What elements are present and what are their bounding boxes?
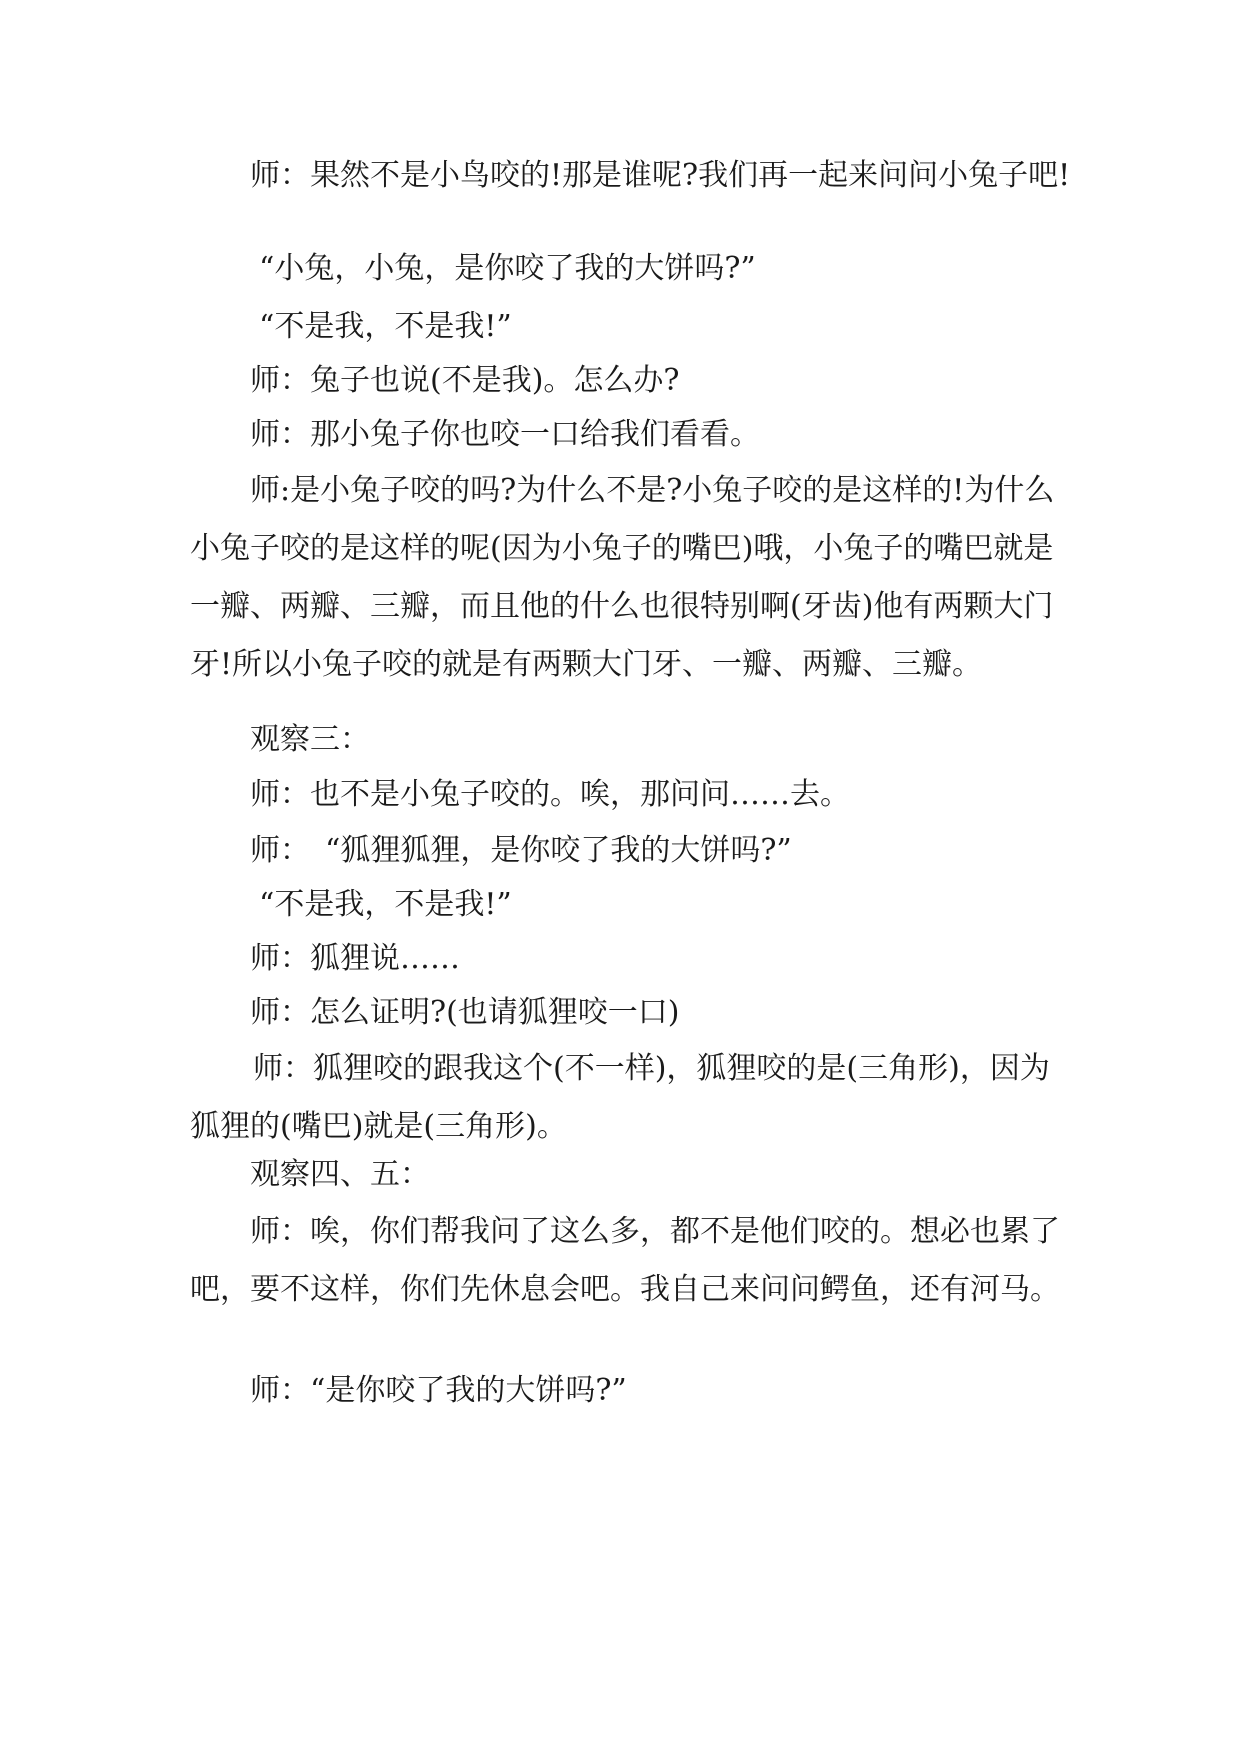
paragraph-16: 师：“是你咬了我的大饼吗?”	[250, 1373, 627, 1408]
paragraph-9: 师： “狐狸狐狸，是你咬了我的大饼吗?”	[250, 833, 792, 868]
paragraph-11: 师：狐狸说……	[250, 941, 460, 976]
paragraph-2: “小兔，小兔，是你咬了我的大饼吗?”	[259, 251, 756, 286]
paragraph-3: “不是我，不是我!”	[259, 309, 512, 344]
paragraph-5: 师：那小兔子你也咬一口给我们看看。	[250, 417, 760, 452]
paragraph-4: 师：兔子也说(不是我)。怎么办?	[250, 363, 680, 398]
paragraph-14: 观察四、五：	[250, 1157, 430, 1192]
paragraph-12: 师：怎么证明?(也请狐狸咬一口)	[250, 995, 680, 1030]
paragraph-6: 师:是小兔子咬的吗?为什么不是?小兔子咬的是这样的!为什么小兔子咬的是这样的呢(因为小兔子的嘴巴)哦，小兔子的嘴巴就是一瓣、两瓣、三瓣，而且他的什么也很特别啊(牙齿)他有两颗大门牙!所以小兔子咬的就是有两颗大门牙、一瓣、两瓣、三瓣。	[190, 473, 1055, 682]
paragraph-7: 观察三：	[250, 722, 370, 757]
paragraph-10: “不是我，不是我!”	[259, 887, 512, 922]
paragraph-15: 师：唉，你们帮我问了这么多，都不是他们咬的。想必也累了吧，要不这样，你们先休息会吧。我自己来问问鳄鱼，还有河马。	[190, 1214, 1060, 1307]
paragraph-1: 师：果然不是小鸟咬的!那是谁呢?我们再一起来问问小兔子吧!	[250, 158, 1071, 193]
paragraph-13: 师：狐狸咬的跟我这个(不一样)，狐狸咬的是(三角形)，因为狐狸的(嘴巴)就是(三角形)。	[190, 1051, 1050, 1144]
paragraph-8: 师：也不是小兔子咬的。唉，那问问……去。	[250, 777, 850, 812]
